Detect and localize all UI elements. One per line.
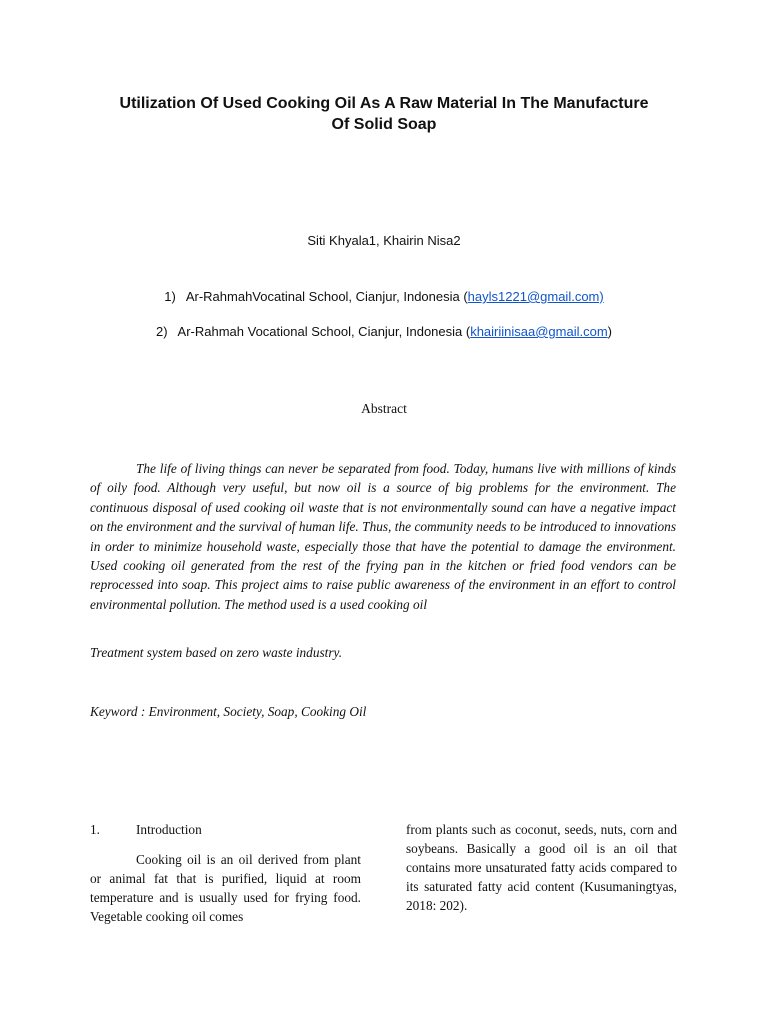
affiliation-email-link[interactable]: hayls1221@gmail.com): [467, 289, 604, 304]
affiliation-number: 2): [155, 324, 168, 339]
abstract-tail: Treatment system based on zero waste industry.: [90, 645, 343, 660]
paper-title-line-2: Of Solid Soap: [331, 116, 437, 133]
affiliation-number: 1): [164, 289, 176, 304]
keywords: Keyword : Environment, Society, Soap, Cooking Oil: [90, 704, 367, 719]
affiliation-text: Ar-RahmahVocatinal School, Cianjur, Indonesia (: [185, 289, 468, 304]
author-list: Siti Khyala1, Khairin Nisa2: [307, 233, 461, 248]
affiliation-1: [0, 288, 768, 305]
introduction-paragraph: Cooking oil is an oil derived from plant or animal fat that is purified, liquid at room temperature and is usually used for frying food. Vegetable cooking oil comes: [90, 852, 361, 924]
abstract-body: The life of living things can never be separated from food. Today, humans live with millions of kinds of oily food. Although very useful, but now oil is a source of big problems for the environment. The continuous disposal of used cooking oil waste that is not environmentally sound can have a negative impact on the environment and the survival of human life. Thus, the community needs to be introduced to innovations in order to minimize household waste, especially those that have the potential to damage the environment. Used cooking oil generated from the rest of the frying pan in the kitchen or fried food vendors can be reprocessed into soap. This project aims to raise public awareness of the environment in an effort to control environmental pollution. The method used is a used cooking oil: [90, 461, 676, 612]
affiliation-2: [0, 323, 768, 340]
introduction-right-column: from plants such as coconut, seeds, nuts, corn and soybeans. Basically a good oil is an oil that contains more unsaturated fatty acids compared to its saturated fatty acid content (Kusumaningtyas, 2018: 202).: [406, 822, 677, 913]
paper-title: [60, 93, 708, 135]
affiliation-email-link[interactable]: khairiinisaa@gmail.com: [470, 324, 608, 339]
section-title: Introduction: [136, 822, 202, 837]
affiliation-close: ): [607, 324, 613, 339]
introduction-left-column: [90, 820, 361, 926]
affiliation-text: Ar-Rahmah Vocational School, Cianjur, Indonesia (: [177, 324, 471, 339]
section-number: 1.: [90, 822, 100, 837]
introduction-heading: [90, 820, 361, 839]
abstract-heading: Abstract: [361, 401, 407, 416]
paper-title-line-1: Utilization Of Used Cooking Oil As A Raw Material In The Manufacture: [119, 95, 649, 112]
